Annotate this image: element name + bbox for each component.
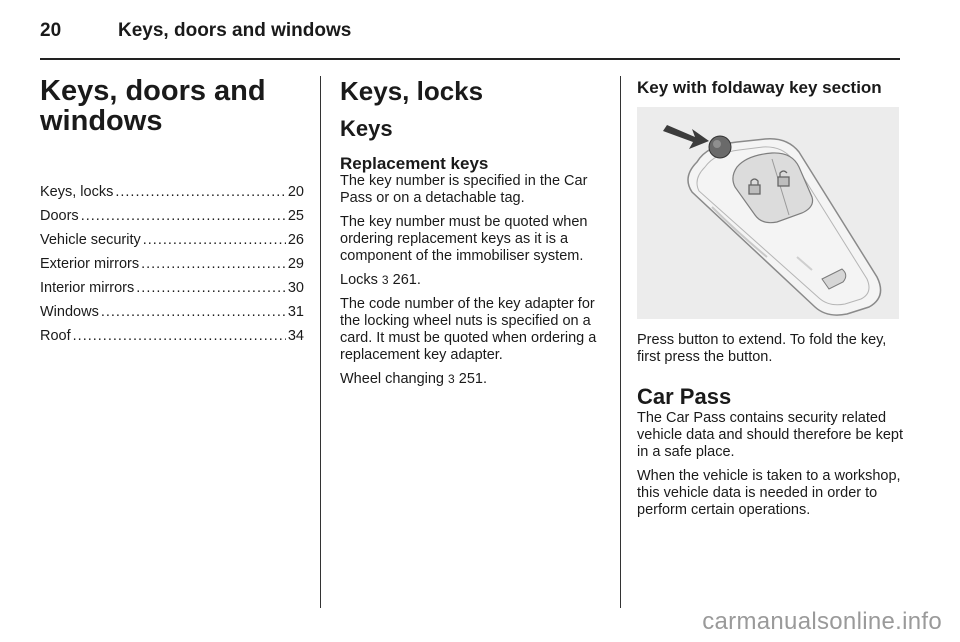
right-column-text [637,332,905,526]
column-divider-left [320,76,321,608]
key-illustration [637,107,899,319]
running-header-title: Keys, doors and windows [118,20,352,41]
toc-entry[interactable] [40,324,304,348]
middle-column [340,76,605,395]
toc-entry-page: 20 [287,184,304,200]
toc-entry-page: 29 [287,256,304,272]
toc-leader-dots [73,324,286,348]
release-button [709,136,731,158]
paragraph-key-adapter: The code number of the key adapter for the locking wheel nuts is specified on a card. It must be quoted when ordering a replacement key adapter. [340,296,597,363]
toc-entry-label: Vehicle security [40,232,141,248]
table-of-contents [40,180,304,348]
locks-ref-text: Locks [340,272,378,288]
toc-entry-page: 30 [287,280,304,296]
toc-leader-dots [101,300,286,324]
toc-entry-label: Keys, locks [40,184,114,200]
toc-entry-page: 34 [287,328,304,344]
toc-entry[interactable] [40,180,304,204]
toc-entry-page: 26 [287,232,304,248]
subsection-title-keys: Keys [340,116,393,141]
toc-entry-label: Windows [40,304,99,320]
toc-leader-dots [143,228,286,252]
toc-leader-dots [115,180,286,204]
toc-leader-dots [141,252,286,276]
paragraph-wheel-changing-ref [340,371,605,388]
paragraph-quote-key-number: The key number must be quoted when ordering replacement keys as it is a component of the immobiliser system. [340,214,588,264]
paragraph-locks-ref [340,272,605,289]
page-reference-icon: 3 [381,273,389,287]
paragraph-key-number: The key number is specified in the Car Pass or on a detachable tag. [340,173,588,206]
caption-press-button: Press button to extend. To fold the key, first press the button. [637,332,887,365]
paragraph-car-pass: The Car Pass contains security related vehicle data and should therefore be kept in a safe place. [637,410,904,460]
toc-entry-label: Exterior mirrors [40,256,140,272]
heading-car-pass: Car Pass [637,384,732,409]
locks-ref-page[interactable]: 261. [392,272,421,288]
toc-entry-label: Interior mirrors [40,280,135,296]
column-divider-right [620,76,621,608]
chapter-title: Keys, doors and windows [40,75,266,137]
toc-entry-page: 31 [287,304,304,320]
toc-entry[interactable] [40,252,304,276]
header-rule [40,58,900,60]
watermark: carmanualsonline.info [702,608,942,635]
toc-entry-label: Doors [40,208,79,224]
wheel-changing-ref-page[interactable]: 251. [458,371,487,387]
toc-entry[interactable] [40,276,304,300]
heading-replacement-keys: Replacement keys [340,154,489,173]
page-number: 20 [40,20,62,41]
heading-key-foldaway: Key with foldaway key section [637,78,882,97]
toc-entry[interactable] [40,204,304,228]
section-title-keys-locks: Keys, locks [340,76,484,106]
page-reference-icon: 3 [448,372,455,386]
toc-leader-dots [136,276,286,300]
toc-entry[interactable] [40,300,304,324]
toc-entry-page: 25 [287,208,304,224]
toc-entry[interactable] [40,228,304,252]
paragraph-workshop: When the vehicle is taken to a workshop, this vehicle data is needed in order to perform certain operations. [637,468,901,518]
wheel-changing-ref-text: Wheel changing [340,371,444,387]
toc-entry-label: Roof [40,328,71,344]
toc-leader-dots [81,204,286,228]
